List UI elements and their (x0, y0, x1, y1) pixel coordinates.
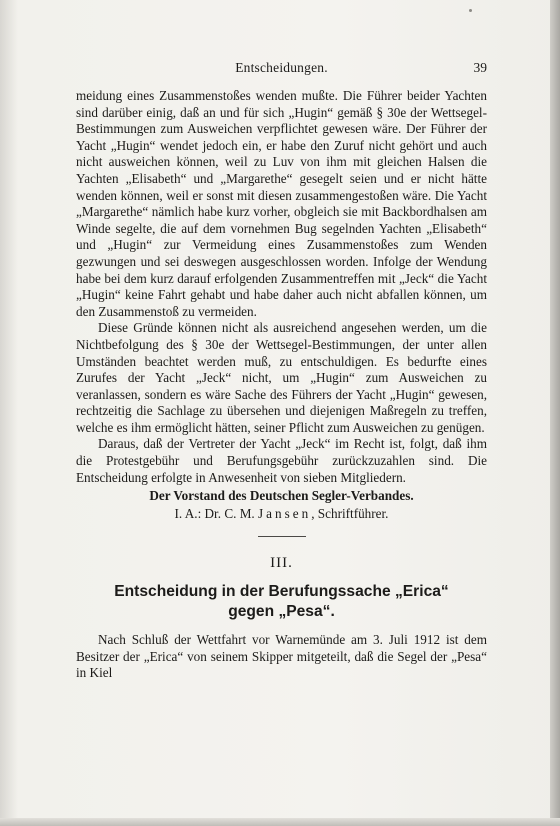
section-number: III. (270, 555, 293, 572)
page-edge-right (550, 0, 560, 826)
page-edge-bottom (0, 818, 560, 826)
scan-speck (469, 9, 472, 12)
section-heading-line1: Entscheidung in der Berufungssache „Erica“ (114, 583, 449, 601)
section-heading-line2: gegen „Pesa“. (228, 603, 335, 621)
running-head (76, 60, 487, 82)
body-text-top (76, 88, 487, 486)
paragraph: Nach Schluß der Wettfahrt vor Warnemünde am 3. Juli 1912 ist dem Besitzer der „Erica“ von seinem Skipper mitgeteilt, daß die Segel der „Pesa“ in Kiel (76, 632, 487, 681)
section-divider (258, 536, 306, 537)
paragraph: meidung eines Zusammenstoßes wenden mußte. Die Führer beider Yachten sind darüber einig, daß an und für sich „Hugin“ gemäß § 30e der Wettsegel-Bestimmungen zum Ausweichen verpflichtet gewesen wäre. Der Führer der Yacht „Hugin“ wendet jedoch ein, er habe den Zuruf nicht gehört und auch nicht ausweichen können, weil zu Luv von ihm mit gleichen Halsen die Yachten „Elisabeth“ und „Margarethe“ gesegelt seien und er nicht hätte wenden können, weil er sonst mit diesen zusammengestoßen wäre. Die Yacht „Margarethe“ nämlich habe kurz vorher, obgleich sie mit Backbordhalsen am Winde segelte, die auf dem vornehmen Bug segelnden Yachten „Elisabeth“ und „Hugin“ zur Vermeidung eines Zusammenstoßes zum Wenden gezwungen und sei deswegen ausgeschlossen worden. Infolge der Wendung habe bei dem kurz darauf erfolgenden Zusammentreffen mit „Jeck“ die Yacht „Hugin“ keine Fahrt gehabt und habe daher auch nicht abfallen können, um den Zusammenstoß zu vermeiden. (76, 88, 487, 319)
book-page (76, 60, 487, 682)
signoff-signature (76, 505, 487, 522)
running-head-title: Entscheidungen. (235, 60, 328, 75)
paragraph: Daraus, daß der Vertreter der Yacht „Jeck“ im Recht ist, folgt, daß ihm die Protestgebühr und Berufungsgebühr zurückzuzahlen sind. Die Entscheidung erfolgte in Anwesenheit von sieben Mitgliedern. (76, 436, 487, 485)
body-text-bottom (76, 632, 487, 682)
signoff-prefix: I. A.: Dr. C. M. (174, 506, 255, 522)
signoff-organization: Der Vorstand des Deutschen Segler-Verbandes. (149, 488, 414, 504)
paragraph: Diese Gründe können nicht als ausreichend angesehen werden, um die Nichtbefolgung des § 30e der Wettsegel-Bestimmungen, der unter allen Umständen beachtet werden muß, zu entschuldigen. Es bedurfte eines Zurufes der Yacht „Jeck“ nicht, um „Hugin“ zum Ausweichen zu veranlassen, sondern es wäre Sache des Führers der Yacht „Hugin“ gewesen, rechtzeitig die Sachlage zu übersehen und diejenigen Maßregeln zu treffen, welche es ihm ermöglicht hätten, seiner Pflicht zum Ausweichen zu genügen. (76, 320, 487, 435)
signoff-role: , Schriftführer. (311, 506, 389, 522)
signoff-name: Jansen (258, 506, 312, 522)
page-number: 39 (473, 60, 487, 75)
